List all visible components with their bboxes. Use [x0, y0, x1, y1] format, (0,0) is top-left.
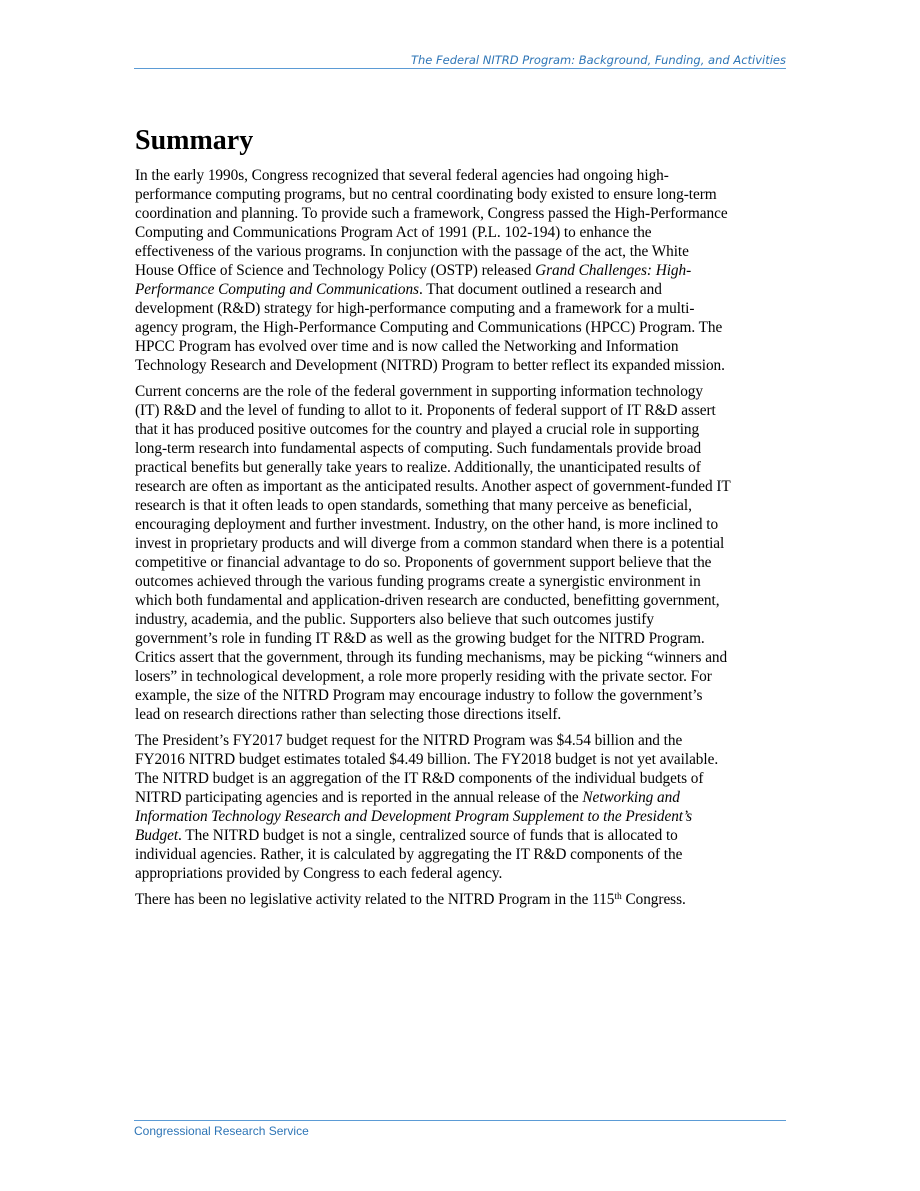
text-segment: effectiveness of the various programs. In conjunction with the passage of the act, the White [135, 243, 689, 260]
text-line [135, 534, 787, 553]
text-line [135, 826, 787, 845]
summary-paragraph [135, 382, 787, 724]
text-line [135, 591, 787, 610]
ordinal-superscript: th [614, 891, 622, 902]
text-line [135, 458, 787, 477]
summary-body [135, 166, 787, 909]
text-line [135, 382, 787, 401]
text-line [135, 705, 787, 724]
text-segment: agency program, the High-Performance Computing and Communications (HPCC) Program. The [135, 319, 723, 336]
text-segment: (IT) R&D and the level of funding to allot to it. Proponents of federal support of IT R&D assert [135, 402, 716, 419]
running-header: The Federal NITRD Program: Background, Funding, and Activities [134, 53, 786, 69]
text-line [135, 337, 787, 356]
text-line [135, 242, 787, 261]
italic-title-text: Performance Computing and Communications [135, 281, 419, 298]
italic-title-text: Grand Challenges: High- [535, 262, 692, 279]
text-line [135, 223, 787, 242]
text-line [135, 750, 787, 769]
summary-paragraph [135, 890, 787, 909]
text-line [135, 686, 787, 705]
summary-paragraph [135, 166, 787, 375]
text-line [135, 185, 787, 204]
text-line [135, 439, 787, 458]
text-segment: lead on research directions rather than selecting those directions itself. [135, 706, 562, 723]
text-line [135, 166, 787, 185]
text-line [135, 807, 787, 826]
text-line [135, 845, 787, 864]
summary-paragraph [135, 731, 787, 883]
text-segment: . The NITRD budget is not a single, centralized source of funds that is allocated to [178, 827, 678, 844]
summary-section [135, 122, 787, 916]
text-segment: FY2016 NITRD budget estimates totaled $4.49 billion. The FY2018 budget is not yet available. [135, 751, 719, 768]
text-segment: NITRD participating agencies and is reported in the annual release of the [135, 789, 583, 806]
text-line [135, 401, 787, 420]
text-segment: development (R&D) strategy for high-performance computing and a framework for a multi- [135, 300, 695, 317]
text-line [135, 629, 787, 648]
text-segment: practical benefits but generally take years to realize. Additionally, the unanticipated results of [135, 459, 701, 476]
text-segment: research is that it often leads to open standards, something that many perceive as beneficial, [135, 497, 692, 514]
text-segment: Critics assert that the government, through its funding mechanisms, may be picking “winners and [135, 649, 728, 666]
text-line [135, 477, 787, 496]
text-segment: long-term research into fundamental aspects of computing. Such fundamentals provide broad [135, 440, 702, 457]
text-line [135, 572, 787, 591]
text-line [135, 420, 787, 439]
text-segment: individual agencies. Rather, it is calculated by aggregating the IT R&D components of the [135, 846, 683, 863]
text-segment: In the early 1990s, Congress recognized that several federal agencies had ongoing high- [135, 167, 669, 184]
text-segment: industry, academia, and the public. Supporters also believe that such outcomes justify [135, 611, 654, 628]
text-line [135, 769, 787, 788]
text-segment: invest in proprietary products and will diverge from a common standard when there is a potential [135, 535, 725, 552]
text-line [135, 553, 787, 572]
italic-title-text: Budget [135, 827, 179, 844]
text-segment: Current concerns are the role of the federal government in supporting information technology [135, 383, 703, 400]
text-line [135, 731, 787, 750]
text-line [135, 515, 787, 534]
text-segment: Technology Research and Development (NITRD) Program to better reflect its expanded mission. [135, 357, 725, 374]
italic-title-text: Networking and [582, 789, 680, 806]
text-segment: coordination and planning. To provide such a framework, Congress passed the High-Performance [135, 205, 728, 222]
text-segment: performance computing programs, but no central coordinating body existed to ensure long-term [135, 186, 717, 203]
text-line [135, 356, 787, 375]
text-line [135, 864, 787, 883]
text-line [135, 204, 787, 223]
text-segment: Computing and Communications Program Act of 1991 (P.L. 102-194) to enhance the [135, 224, 652, 241]
text-line [135, 667, 787, 686]
text-segment: research are often as important as the anticipated results. Another aspect of government-funded IT [135, 478, 731, 495]
summary-heading: Summary [135, 125, 254, 156]
text-segment: encouraging deployment and further investment. Industry, on the other hand, is more inclined to [135, 516, 719, 533]
text-segment: . That document outlined a research and [418, 281, 662, 298]
text-segment: House Office of Science and Technology Policy (OSTP) released [135, 262, 536, 279]
text-segment: The President’s FY2017 budget request for the NITRD Program was $4.54 billion and the [135, 732, 683, 749]
text-segment: HPCC Program has evolved over time and is now called the Networking and Information [135, 338, 679, 355]
text-line [135, 890, 787, 909]
italic-title-text: Information Technology Research and Development Program Supplement to the President’s [135, 808, 692, 825]
text-segment: appropriations provided by Congress to each federal agency. [135, 865, 503, 882]
text-line [135, 280, 787, 299]
text-segment: outcomes achieved through the various funding programs create a synergistic environment in [135, 573, 701, 590]
text-line [135, 648, 787, 667]
text-segment: government’s role in funding IT R&D as well as the growing budget for the NITRD Program. [135, 630, 705, 647]
text-segment: that it has produced positive outcomes for the country and played a crucial role in supporting [135, 421, 700, 438]
text-segment: example, the size of the NITRD Program may encourage industry to follow the government’s [135, 687, 703, 704]
text-line [135, 788, 787, 807]
text-segment: There has been no legislative activity related to the NITRD Program in the 115 [135, 891, 615, 908]
text-segment: competitive or financial advantage to do so. Proponents of government support believe that the [135, 554, 712, 571]
text-segment: The NITRD budget is an aggregation of the IT R&D components of the individual budgets of [135, 770, 704, 787]
text-segment: which both fundamental and application-driven research are conducted, benefitting government, [135, 592, 720, 609]
text-line [135, 610, 787, 629]
running-footer: Congressional Research Service [134, 1120, 786, 1139]
text-line [135, 299, 787, 318]
text-segment: Congress. [621, 891, 686, 908]
text-line [135, 261, 787, 280]
text-line [135, 318, 787, 337]
text-line [135, 496, 787, 515]
text-segment: losers” in technological development, a role more properly residing with the private sector. For [135, 668, 712, 685]
